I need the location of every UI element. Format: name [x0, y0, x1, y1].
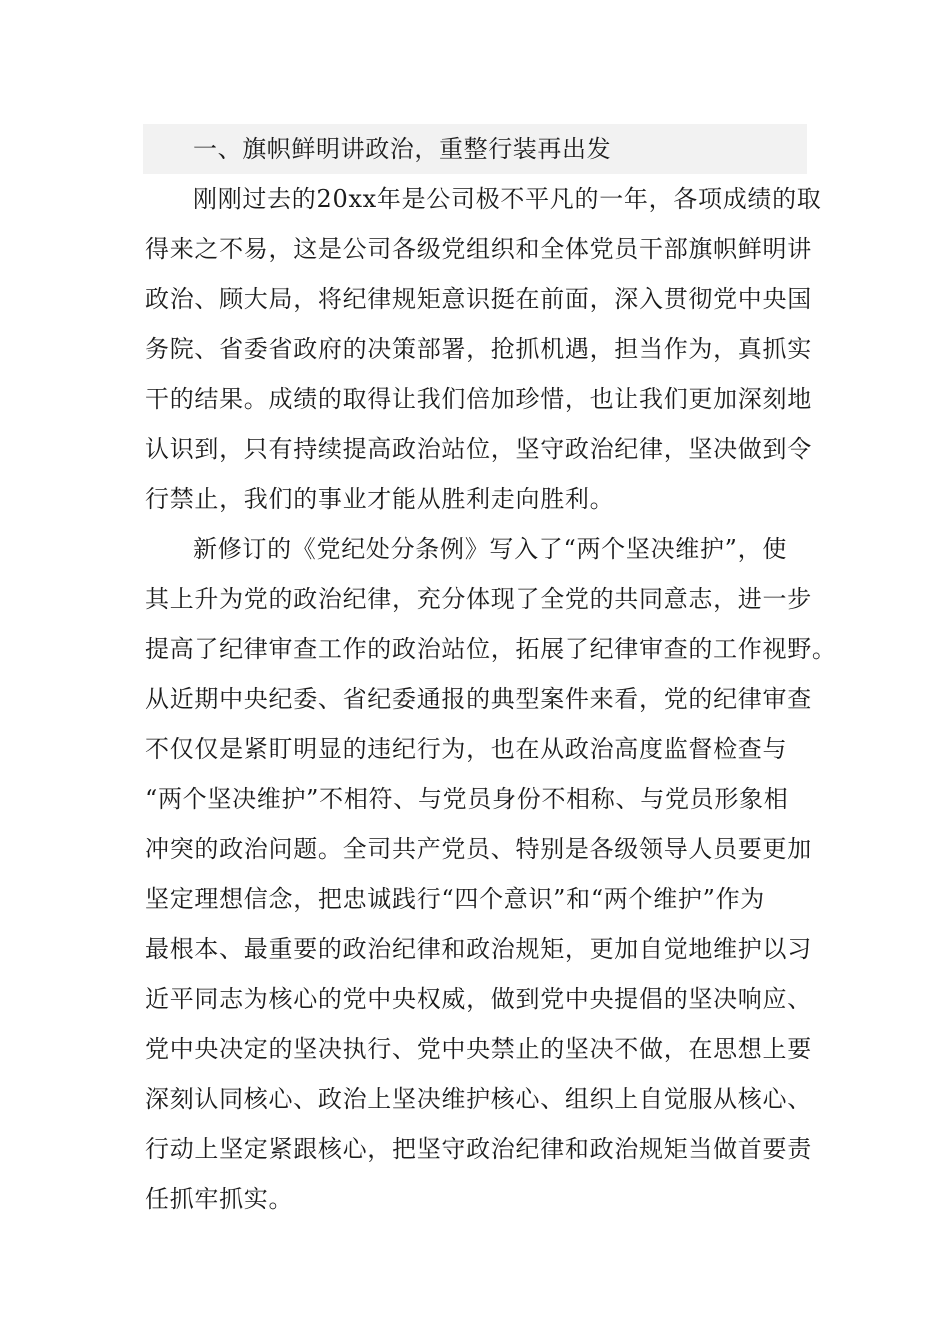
paragraph-line: 坚定理想信念，把忠诚践行“四个意识”和“两个维护”作为	[145, 885, 765, 913]
paragraph-line: 从近期中央纪委、省纪委通报的典型案件来看，党的纪律审查	[145, 685, 812, 713]
paragraph-2	[145, 524, 837, 1224]
paragraph-line: 行禁止，我们的事业才能从胜利走向胜利。	[145, 485, 615, 513]
paragraph-line: 提高了纪律审查工作的政治站位，拓展了纪律审查的工作视野。	[145, 635, 837, 663]
paragraph-line: 近平同志为核心的党中央权威，做到党中央提倡的坚决响应、	[145, 985, 812, 1013]
paragraph-line: 任抓牢抓实。	[145, 1185, 294, 1213]
paragraph-line: 其上升为党的政治纪律，充分体现了全党的共同意志，进一步	[145, 585, 812, 613]
section-heading: 一、旗帜鲜明讲政治，重整行装再出发	[193, 135, 612, 163]
paragraph-line: 冲突的政治问题。全司共产党员、特别是各级领导人员要更加	[145, 835, 812, 863]
paragraph-line: 干的结果。成绩的取得让我们倍加珍惜，也让我们更加深刻地	[145, 385, 812, 413]
paragraph-line: 认识到，只有持续提高政治站位，坚守政治纪律，坚决做到令	[145, 435, 812, 463]
paragraph-line: 深刻认同核心、政治上坚决维护核心、组织上自觉服从核心、	[145, 1085, 812, 1113]
paragraph-line: “两个坚决维护”不相符、与党员身份不相称、与党员形象相	[145, 785, 789, 813]
paragraph-line: 得来之不易，这是公司各级党组织和全体党员干部旗帜鲜明讲	[145, 235, 812, 263]
paragraph-1	[145, 174, 822, 524]
paragraph-line: 刚刚过去的20xx年是公司极不平凡的一年，各项成绩的取	[193, 185, 822, 213]
paragraph-line: 新修订的《党纪处分条例》写入了“两个坚决维护”，使	[193, 535, 788, 563]
paragraph-line: 行动上坚定紧跟核心，把坚守政治纪律和政治规矩当做首要责	[145, 1135, 812, 1163]
paragraph-line: 党中央决定的坚决执行、党中央禁止的坚决不做，在思想上要	[145, 1035, 812, 1063]
paragraph-line: 不仅仅是紧盯明显的违纪行为，也在从政治高度监督检查与	[145, 735, 788, 763]
paragraph-line: 务院、省委省政府的决策部署，抢抓机遇，担当作为，真抓实	[145, 335, 812, 363]
paragraph-line: 政治、顾大局，将纪律规矩意识挺在前面，深入贯彻党中央国	[145, 285, 812, 313]
paragraph-line: 最根本、最重要的政治纪律和政治规矩，更加自觉地维护以习	[145, 935, 812, 963]
